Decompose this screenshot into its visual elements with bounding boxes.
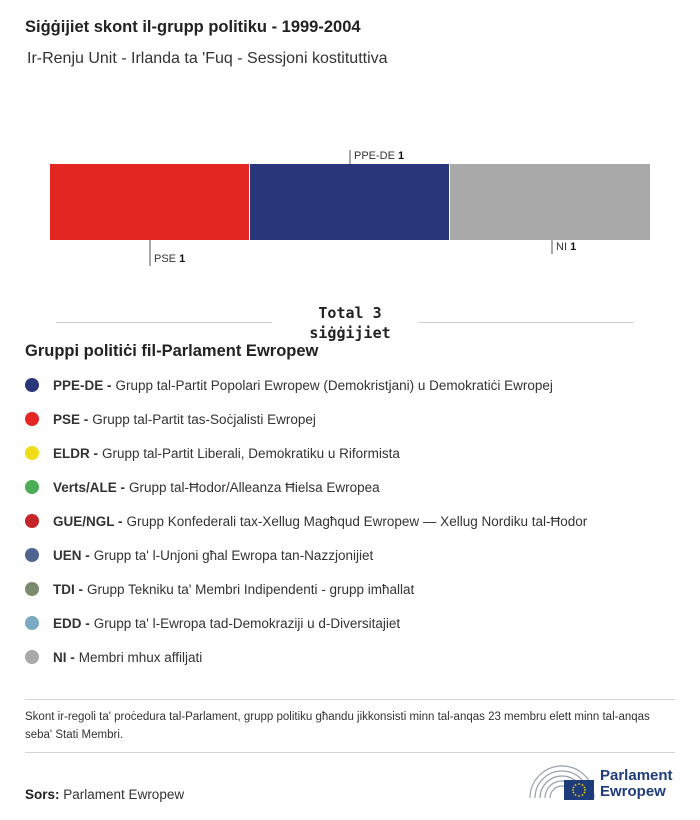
bar-label (354, 150, 404, 162)
legend-code: Verts/ALE - (53, 479, 126, 495)
legend-description: Grupp Tekniku ta' Membri Indipendenti - grupp imħallat (87, 581, 415, 597)
total-seats (282, 303, 418, 343)
legend-description: Grupp tal-Ħodor/Alleanza Ħielsa Ewropea (129, 479, 380, 495)
logo-line2: Ewropew (600, 783, 666, 800)
note-divider-bottom (25, 752, 675, 753)
legend-dot-icon (25, 412, 39, 426)
legend-dot-icon (25, 548, 39, 562)
footnote: Skont ir-regoli ta' proċedura tal-Parlament, grupp politiku għandu jikkonsisti minn tal-anqas 23 membru elett minn tal-anqas seba' Stati Membri. (25, 711, 650, 741)
legend-item (25, 572, 587, 606)
european-parliament-logo (528, 760, 688, 806)
legend-dot-icon (25, 650, 39, 664)
legend-description: Grupp ta' l-Ewropa tad-Demokraziji u d-Diversitajiet (93, 615, 401, 631)
bar-label-value: 1 (398, 150, 405, 162)
legend-description: Grupp tal-Partit Liberali, Demokratiku u Riformista (102, 445, 400, 461)
legend-description: Grupp tal-Partit tas-Soċjalisti Ewropej (92, 411, 316, 427)
legend-description: Grupp Konfederali tax-Xellug Magħqud Ewropew — Xellug Nordiku tal-Ħodor (126, 513, 588, 529)
legend-code: PPE-DE - (53, 377, 112, 393)
source-value: Parlament Ewropew (63, 787, 185, 802)
bar-label (154, 253, 185, 265)
legend-item (25, 504, 587, 538)
legend-item (25, 470, 587, 504)
legend-item (25, 436, 587, 470)
bar-label-category: PPE-DE (354, 150, 399, 162)
legend-dot-icon (25, 514, 39, 528)
legend-item (25, 402, 587, 436)
chart-subtitle: Ir-Renju Unit - Irlanda ta 'Fuq - Sessjoni kostituttiva (27, 50, 388, 67)
legend-item (25, 640, 587, 674)
bar-segment-pse (50, 164, 249, 240)
legend-code: UEN - (53, 547, 90, 563)
logo-line1: Parlament (600, 767, 673, 784)
total-divider-right (418, 322, 634, 323)
legend-dot-icon (25, 480, 39, 494)
legend-item (25, 368, 587, 402)
legend-code: PSE - (53, 411, 89, 427)
bar-label (556, 241, 576, 253)
chart-title: Siġġijiet skont il-grupp politiku - 1999-2004 (25, 18, 361, 36)
legend-description: Membri mhux affiljati (78, 649, 203, 665)
bar-segment-ppe-de (250, 164, 449, 240)
logo-text (600, 768, 673, 800)
legend-item (25, 538, 587, 572)
legend-code: EDD - (53, 615, 90, 631)
legend-code: TDI - (53, 581, 83, 597)
legend-dot-icon (25, 378, 39, 392)
legend-code: GUE/NGL - (53, 513, 123, 529)
bar-label-category: NI (556, 241, 571, 253)
hemicycle-flag-icon (528, 762, 596, 802)
total-seats-line2: siġġijiet (309, 324, 391, 342)
total-seats-line1: Total 3 (318, 304, 382, 322)
bar-label-value: 1 (570, 241, 577, 253)
stacked-bar-chart (0, 140, 700, 275)
legend-description: Grupp tal-Partit Popolari Ewropew (Demokristjani) u Demokratiċi Ewropej (115, 377, 553, 393)
note-divider-top (25, 699, 675, 700)
legend-dot-icon (25, 582, 39, 596)
legend-code: NI - (53, 649, 75, 665)
legend-code: ELDR - (53, 445, 98, 461)
bar-label-value: 1 (179, 253, 186, 265)
total-divider-left (56, 322, 272, 323)
source-label: Sors: (25, 787, 60, 802)
legend-item (25, 606, 587, 640)
source (25, 787, 184, 802)
legend (25, 368, 587, 674)
legend-dot-icon (25, 616, 39, 630)
legend-dot-icon (25, 446, 39, 460)
legend-description: Grupp ta' l-Unjoni għal Ewropa tan-Nazzjonijiet (93, 547, 374, 563)
bar-label-category: PSE (154, 253, 180, 265)
legend-title: Gruppi politiċi fil-Parlament Ewropew (25, 342, 319, 360)
bar-segment-ni (450, 164, 650, 240)
